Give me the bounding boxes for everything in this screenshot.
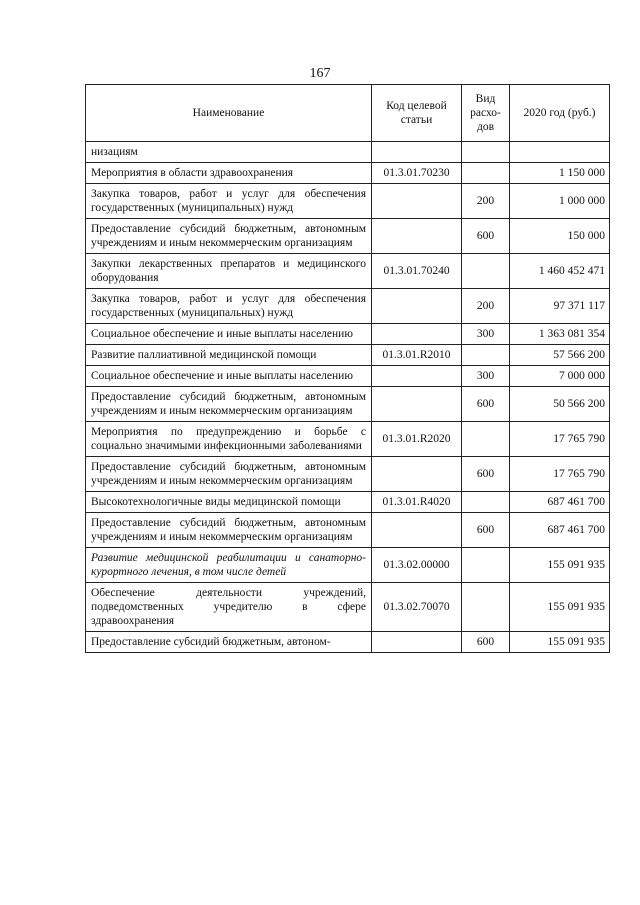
- cell-type: 600: [462, 219, 510, 254]
- cell-type: 600: [462, 632, 510, 653]
- table-row: [86, 422, 610, 457]
- cell-code: 01.3.01.R2020: [372, 422, 462, 457]
- cell-type: 600: [462, 387, 510, 422]
- cell-amount: 155 091 935: [510, 548, 610, 583]
- table-row: [86, 254, 610, 289]
- table-row: [86, 289, 610, 324]
- table-row: [86, 457, 610, 492]
- cell-type: [462, 492, 510, 513]
- cell-amount: 17 765 790: [510, 457, 610, 492]
- cell-amount: 7 000 000: [510, 366, 610, 387]
- cell-code: [372, 457, 462, 492]
- cell-type: 200: [462, 184, 510, 219]
- cell-type: [462, 163, 510, 184]
- cell-name: Социальное обеспечение и иные выплаты населению: [86, 324, 372, 345]
- cell-name: Предоставление субсидий бюджетным, автономным учреждениям и иным некоммерческим организациям: [86, 387, 372, 422]
- cell-type: [462, 583, 510, 632]
- cell-code: [372, 513, 462, 548]
- cell-amount: 687 461 700: [510, 492, 610, 513]
- cell-type: 200: [462, 289, 510, 324]
- cell-amount: 155 091 935: [510, 583, 610, 632]
- budget-table: [85, 84, 610, 653]
- cell-code: 01.3.01.R2010: [372, 345, 462, 366]
- cell-name: Закупка товаров, работ и услуг для обеспечения государственных (муниципальных) нужд: [86, 289, 372, 324]
- table-row: [86, 142, 610, 163]
- header-code: Код целевой статьи: [372, 85, 462, 142]
- cell-amount: 17 765 790: [510, 422, 610, 457]
- cell-type: [462, 422, 510, 457]
- cell-type: [462, 345, 510, 366]
- cell-amount: 1 150 000: [510, 163, 610, 184]
- table-row: [86, 163, 610, 184]
- table-row: [86, 583, 610, 632]
- table-row: [86, 513, 610, 548]
- cell-amount: 1 363 081 354: [510, 324, 610, 345]
- cell-name: Развитие паллиативной медицинской помощи: [86, 345, 372, 366]
- cell-name: Закупки лекарственных препаратов и медицинского оборудования: [86, 254, 372, 289]
- table-row: [86, 219, 610, 254]
- table-row: [86, 492, 610, 513]
- table-row: [86, 387, 610, 422]
- cell-name: Развитие медицинской реабилитации и санаторно-курортного лечения, в том числе детей: [86, 548, 372, 583]
- cell-name: Мероприятия в области здравоохранения: [86, 163, 372, 184]
- cell-type: [462, 548, 510, 583]
- cell-name: Социальное обеспечение и иные выплаты населению: [86, 366, 372, 387]
- table-header-row: [86, 85, 610, 142]
- table-row: [86, 366, 610, 387]
- cell-type: 600: [462, 457, 510, 492]
- cell-amount: 687 461 700: [510, 513, 610, 548]
- cell-amount: 150 000: [510, 219, 610, 254]
- table-row: [86, 324, 610, 345]
- cell-code: [372, 184, 462, 219]
- cell-code: 01.3.01.70230: [372, 163, 462, 184]
- cell-type: 300: [462, 324, 510, 345]
- cell-name: Мероприятия по предупреждению и борьбе с социально значимыми инфекционными заболеваниями: [86, 422, 372, 457]
- cell-amount: [510, 142, 610, 163]
- cell-amount: 1 000 000: [510, 184, 610, 219]
- cell-amount: 57 566 200: [510, 345, 610, 366]
- cell-code: [372, 219, 462, 254]
- table-row: [86, 632, 610, 653]
- header-amount: 2020 год (руб.): [510, 85, 610, 142]
- cell-name: Предоставление субсидий бюджетным, автономным учреждениям и иным некоммерческим организациям: [86, 513, 372, 548]
- cell-name: Предоставление субсидий бюджетным, автоном-: [86, 632, 372, 653]
- cell-code: [372, 142, 462, 163]
- cell-type: [462, 254, 510, 289]
- page-number: 167: [309, 66, 331, 81]
- header-name: Наименование: [86, 85, 372, 142]
- table-row: [86, 548, 610, 583]
- cell-amount: 1 460 452 471: [510, 254, 610, 289]
- cell-name: Предоставление субсидий бюджетным, автономным учреждениям и иным некоммерческим организациям: [86, 457, 372, 492]
- cell-amount: 155 091 935: [510, 632, 610, 653]
- cell-type: [462, 142, 510, 163]
- cell-code: 01.3.02.70070: [372, 583, 462, 632]
- cell-name: низациям: [86, 142, 372, 163]
- cell-amount: 50 566 200: [510, 387, 610, 422]
- cell-code: 01.3.02.00000: [372, 548, 462, 583]
- cell-code: [372, 632, 462, 653]
- cell-name: Предоставление субсидий бюджетным, автономным учреждениям и иным некоммерческим организациям: [86, 219, 372, 254]
- cell-name: Высокотехнологичные виды медицинской помощи: [86, 492, 372, 513]
- cell-name: Обеспечение деятельности учреждений, подведомственных учредителю в сфере здравоохранения: [86, 583, 372, 632]
- cell-type: 600: [462, 513, 510, 548]
- cell-code: 01.3.01.R4020: [372, 492, 462, 513]
- cell-amount: 97 371 117: [510, 289, 610, 324]
- cell-code: 01.3.01.70240: [372, 254, 462, 289]
- header-type: Вид расхо-дов: [462, 85, 510, 142]
- cell-code: [372, 366, 462, 387]
- cell-name: Закупка товаров, работ и услуг для обеспечения государственных (муниципальных) нужд: [86, 184, 372, 219]
- cell-code: [372, 324, 462, 345]
- table-row: [86, 184, 610, 219]
- cell-code: [372, 387, 462, 422]
- cell-code: [372, 289, 462, 324]
- table-row: [86, 345, 610, 366]
- cell-type: 300: [462, 366, 510, 387]
